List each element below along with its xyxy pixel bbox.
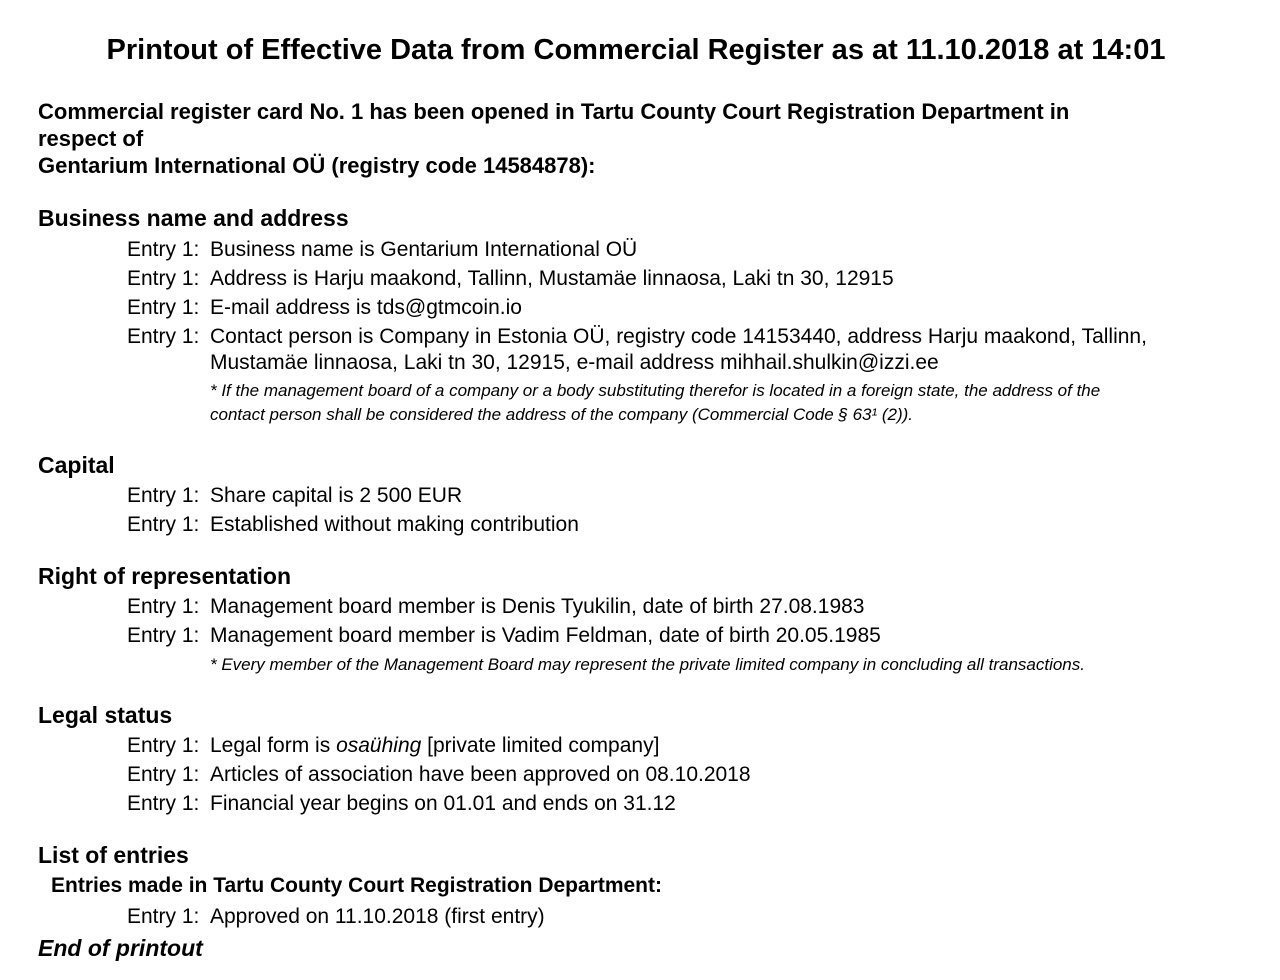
entry-text: Management board member is Vadim Feldman, date of birth 20.05.1985 (210, 624, 881, 647)
section-heading-business: Business name and address (38, 205, 349, 231)
entry-label: Entry 1: (127, 238, 200, 261)
section-heading-capital: Capital (38, 452, 115, 478)
entry-text: Approved on 11.10.2018 (first entry) (210, 905, 545, 928)
entry-contact-person (127, 324, 1147, 350)
entry-label: Entry 1: (127, 513, 200, 536)
entry-label: Entry 1: (127, 296, 200, 319)
entry-label: Entry 1: (127, 325, 200, 348)
entry-label: Entry 1: (127, 792, 200, 815)
section-heading-legal-status: Legal status (38, 702, 173, 728)
register-card-intro (38, 98, 1218, 179)
entry-label: Entry 1: (127, 905, 200, 928)
entry-text: Contact person is Company in Estonia OÜ, registry code 14153440, address Harju maakond, Tallinn, (210, 325, 1147, 348)
entry-business-name (127, 237, 637, 263)
entries-subheading: Entries made in Tartu County Court Registration Department: (51, 874, 662, 897)
entry-share-capital (127, 483, 462, 509)
entry-financial-year (127, 791, 676, 817)
entry-established (127, 512, 579, 538)
representation-note: * Every member of the Management Board may represent the private limited company in concluding all transactions. (210, 655, 1085, 674)
entry-approved (127, 904, 545, 930)
entry-text: Address is Harju maakond, Tallinn, Mustamäe linnaosa, Laki tn 30, 12915 (210, 267, 894, 290)
end-of-printout: End of printout (38, 935, 203, 961)
contact-note-continuation: contact person shall be considered the address of the company (Commercial Code § 63¹ (2)). (210, 405, 914, 424)
entry-label: Entry 1: (127, 595, 200, 618)
entry-text: Business name is Gentarium International OÜ (210, 238, 638, 261)
page-title: Printout of Effective Data from Commercial Register as at 11.10.2018 at 14:01 (106, 34, 1166, 66)
entry-contact-continuation: Mustamäe linnaosa, Laki tn 30, 12915, e-mail address mihhail.shulkin@izzi.ee (210, 351, 939, 374)
section-heading-list-of-entries: List of entries (38, 842, 189, 868)
legal-form-name: osaühing (336, 734, 422, 757)
contact-note: * If the management board of a company or a body substituting therefor is located in a foreign state, the address of the (210, 381, 1101, 400)
entry-text: Management board member is Denis Tyukilin, date of birth 27.08.1983 (210, 595, 865, 618)
entry-legal-form (127, 733, 659, 759)
entry-text: Established without making contribution (210, 513, 579, 536)
intro-company-line: Gentarium International OÜ (registry code 14584878): (38, 153, 596, 178)
entry-label: Entry 1: (127, 763, 200, 786)
entry-label: Entry 1: (127, 624, 200, 647)
entry-label: Entry 1: (127, 734, 200, 757)
entry-articles (127, 762, 751, 788)
entry-email (127, 295, 522, 321)
entry-board-member-1 (127, 594, 865, 620)
entry-label: Entry 1: (127, 267, 200, 290)
entry-address (127, 266, 894, 292)
intro-line: Commercial register card No. 1 has been opened in Tartu County Court Registration Department in (38, 99, 1070, 124)
entry-text: Share capital is 2 500 EUR (210, 484, 463, 507)
section-heading-representation: Right of representation (38, 563, 292, 589)
entry-text: [private limited company] (421, 734, 660, 757)
entry-label: Entry 1: (127, 484, 200, 507)
intro-line: respect of (38, 126, 144, 151)
entry-text: Legal form is (210, 734, 337, 757)
entry-text: E-mail address is tds@gtmcoin.io (210, 296, 522, 319)
entry-text: Articles of association have been approved on 08.10.2018 (210, 763, 751, 786)
entry-text: Financial year begins on 01.01 and ends on 31.12 (210, 792, 676, 815)
entry-board-member-2 (127, 623, 881, 649)
